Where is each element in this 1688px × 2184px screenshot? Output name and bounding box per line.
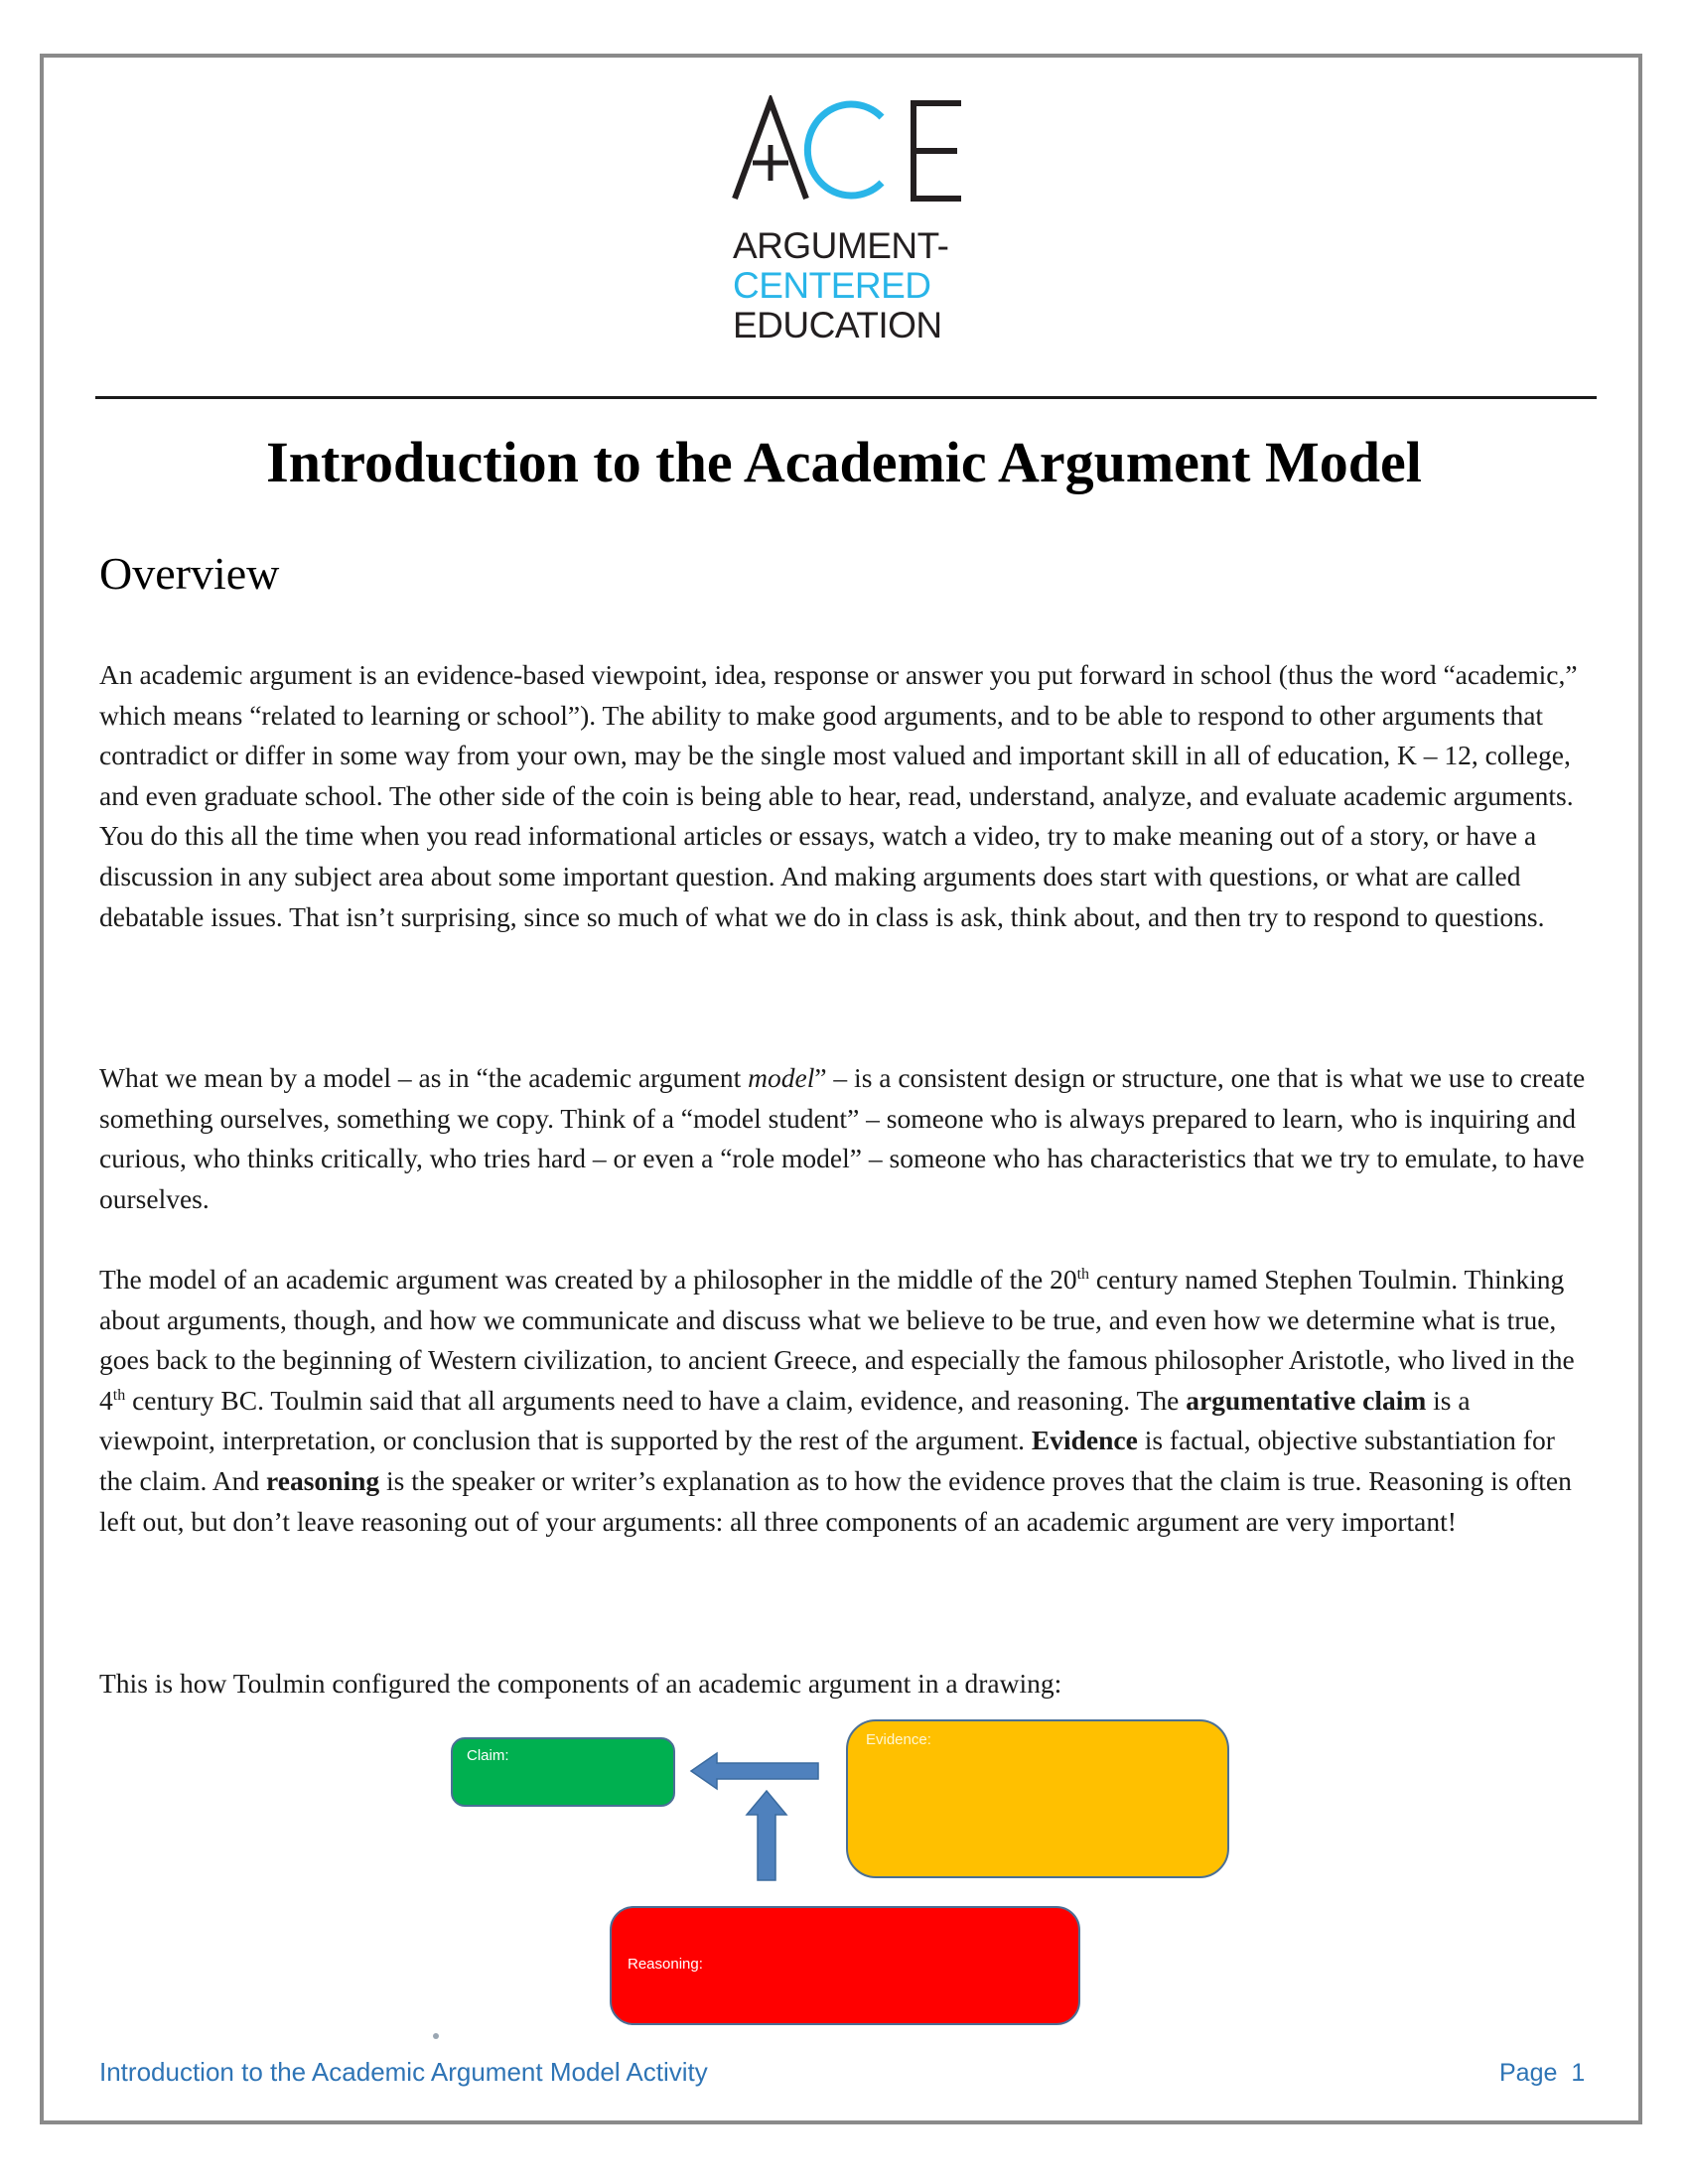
left-arrow-icon	[689, 1751, 820, 1791]
toulmin-text-d: is a viewpoint, interpretation, or conclusion that is supported by the rest of the argument.	[99, 1384, 1471, 1456]
footer-page-number	[1499, 2059, 1585, 2088]
footer-title: Introduction to the Academic Argument Model Activity	[99, 2057, 708, 2087]
toulmin-text-f: is the speaker or writer’s explanation as to how the evidence proves that the claim is true. Reasoning is often left out, but don’t leave reasoning out of your arguments: all three components of an academic argument are very important!	[99, 1464, 1572, 1537]
paragraph-toulmin	[99, 1260, 1589, 1542]
footer-page-value: 1	[1571, 2059, 1586, 2087]
ace-logo	[731, 95, 979, 363]
section-heading-overview: Overview	[99, 548, 280, 599]
term-argumentative-claim: argumentative claim	[1186, 1384, 1427, 1416]
anchor-dot	[433, 2033, 439, 2039]
logo-line-education: EDUCATION	[733, 305, 942, 345]
footer-page-label: Page	[1499, 2059, 1558, 2087]
logo-line-centered: CENTERED	[733, 265, 931, 306]
toulmin-sup-1: th	[1076, 1265, 1090, 1283]
up-arrow-icon	[745, 1789, 788, 1882]
paragraph-diagram-intro: This is how Toulmin configured the components of an academic argument in a drawing:	[99, 1668, 1062, 1699]
page-title: Introduction to the Academic Argument Model	[266, 430, 1422, 494]
logo-line-argument: ARGUMENT-	[733, 225, 949, 266]
toulmin-text-e: is factual, objective substantiation for the claim. And	[99, 1425, 1555, 1496]
toulmin-text-b: century named Stephen Toulmin. Thinking about arguments, though, and how we communicate and discuss what we believe to be true, and even how we determine what is true, goes back to the beginning of Western civilization, to ancient Greece, and especially the famous philosopher Aristotle, who lived in the 4	[99, 1264, 1575, 1416]
toulmin-sup-2: th	[112, 1386, 126, 1404]
paragraph-model-italic: model	[748, 1062, 815, 1093]
paragraph-model-text-a: What we mean by a model – as in “the academic argument	[99, 1062, 749, 1093]
evidence-label: Evidence:	[866, 1731, 931, 1748]
ace-logo-mark	[731, 95, 963, 205]
term-evidence: Evidence	[1031, 1425, 1138, 1456]
term-reasoning: reasoning	[266, 1464, 380, 1496]
toulmin-text-c: century BC. Toulmin said that all arguments need to have a claim, evidence, and reasoning. The	[125, 1384, 1187, 1416]
toulmin-text-a: The model of an academic argument was created by a philosopher in the middle of the 20	[99, 1264, 1077, 1295]
logo-wordmark	[733, 226, 949, 345]
claim-label: Claim:	[467, 1747, 509, 1764]
header-divider	[95, 396, 1597, 399]
paragraph-definition: An academic argument is an evidence-based viewpoint, idea, response or answer you put forward in school (thus the word “academic,” which means “related to learning or school”). The ability to make good arguments, and to be able to respond to other arguments that contradict or differ in some way from your own, may be the single most valued and important skill in all of education, K – 12, college, and even graduate school. The other side of the coin is being able to hear, read, understand, analyze, and evaluate academic arguments. You do this all the time when you read informational articles or essays, watch a video, try to make meaning out of a story, or have a discussion in any subject area about some important question. And making arguments does start with questions, or what are called debatable issues. That isn’t surprising, since so much of what we do in class is ask, think about, and then try to respond to questions.	[99, 659, 1578, 932]
paragraph-model	[99, 1058, 1589, 1219]
paragraph-model-text-b: ” – is a consistent design or structure, one that is what we use to create something ourselves, something we copy. Think of a “model student” – someone who is always prepared to learn, who is inquiring and curious, who thinks critically, who tries hard – or even a “role model” – someone who has characteristics that we try to emulate, to have ourselves.	[99, 1062, 1586, 1214]
reasoning-label: Reasoning:	[628, 1956, 703, 1973]
